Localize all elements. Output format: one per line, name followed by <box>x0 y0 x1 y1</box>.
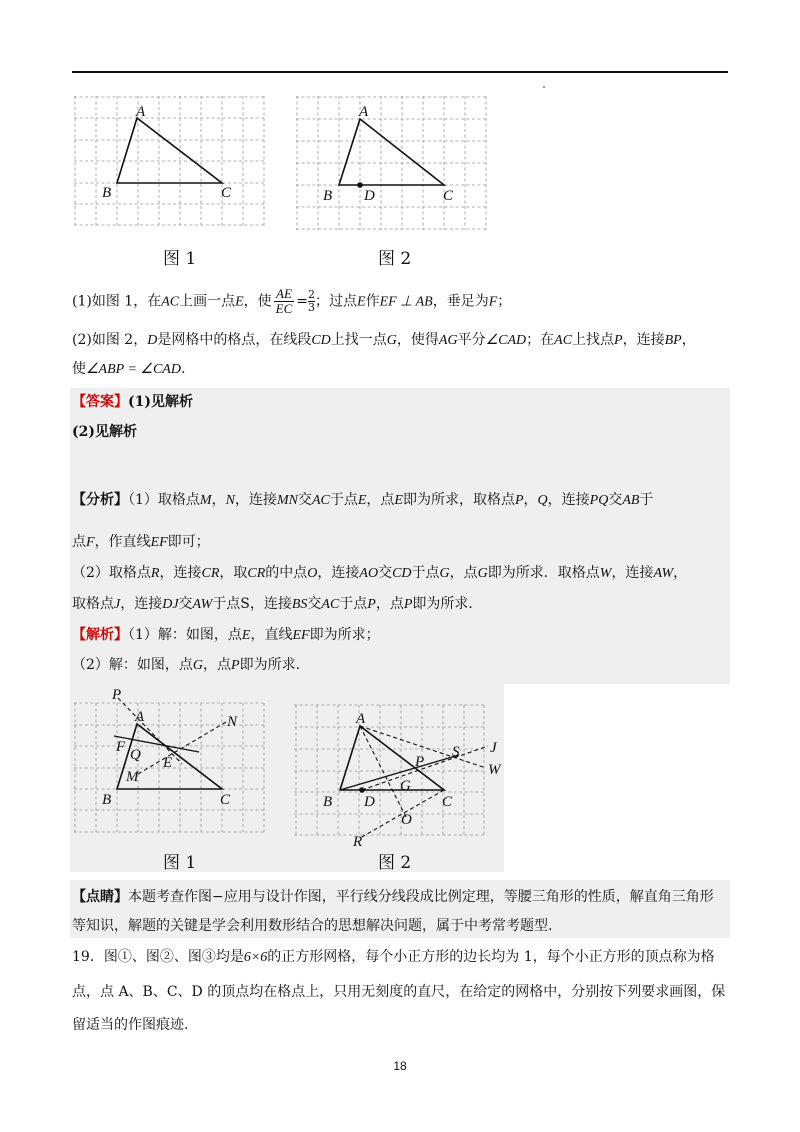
label-b: B <box>102 792 112 808</box>
solution-figure-2 <box>294 686 508 848</box>
label-a: A <box>135 709 145 725</box>
line-dj <box>362 746 488 790</box>
fraction-two-thirds: $\frac{2}{3}$ <box>308 288 316 314</box>
point-d <box>359 787 365 793</box>
solution-figure-1-caption: 图 1 <box>163 853 197 873</box>
label-o: O <box>401 812 412 828</box>
figure-1-grid <box>74 96 266 226</box>
page-number: 18 <box>393 1059 407 1073</box>
figure-1-caption: 图 1 <box>163 249 197 269</box>
question-part-2-line-2: 使∠ABP = ∠CAD. <box>72 361 186 377</box>
solution-line-2: （2）解：如图，点G，点P即为所求. <box>72 657 301 673</box>
label-r: R <box>353 834 363 848</box>
analysis-line-2: 点F，作直线EF即可； <box>72 534 210 550</box>
header-rule <box>72 71 728 73</box>
line-mn <box>138 722 226 774</box>
comment-line-2: 等知识，解题的关键是学会利用数形结合的思想解决问题，属于中考常考题型. <box>72 918 553 934</box>
label-g: G <box>400 778 411 794</box>
label-a: A <box>359 104 369 120</box>
label-b: B <box>323 794 333 810</box>
analysis-line-1: 【分析】（1）取格点M，N，连接MN交AC于点E，点E即为所求，取格点P，Q，连接PQ交AB于 <box>72 492 654 508</box>
label-q: Q <box>130 747 141 763</box>
label-w: W <box>488 762 501 778</box>
answer-tag: 【答案】 <box>72 394 128 410</box>
solution-line-1: 【解析】（1）解：如图，点E，直线EF即为所求； <box>72 627 380 643</box>
label-b: B <box>102 185 112 201</box>
label-a: A <box>136 104 146 120</box>
label-j: J <box>490 740 497 756</box>
question-part-2-line-1: (2)如图 2，D是网格中的格点，在线段CD上找一点G，使得AG平分∠CAD；在AC上找点P，连接BP， <box>72 332 696 348</box>
label-p: P <box>112 687 122 703</box>
label-c: C <box>220 792 231 808</box>
question-part-1: (1)如图 1，在AC上画一点E，使 $\frac{AE}{EC}$ = $\frac{2}{3}$；过点E作EF ⊥ AB，垂足为F； <box>72 286 512 316</box>
label-n: N <box>227 714 238 730</box>
solution-tag: 【解析】 <box>72 627 128 643</box>
fraction-ae-ec: $\frac{AE}{EC}$ <box>275 286 293 316</box>
label-p: P <box>415 754 425 770</box>
triangle-abc <box>339 119 444 185</box>
analysis-line-4: 取格点J，连接DJ交AW于点S，连接BS交AC于点P，点P即为所求． <box>72 596 483 612</box>
scan-dot <box>543 86 545 88</box>
label-m: M <box>126 769 139 785</box>
label-e: E <box>163 755 173 771</box>
problem-19-line-1: 19．图①、图②、图③均是6×6的正方形网格，每个小正方形的边长均为 1，每个小正方形的顶点称为格 <box>72 949 715 965</box>
label-f: F <box>116 739 126 755</box>
comment-tag: 【点睛】 <box>72 889 128 905</box>
label-b: B <box>323 188 333 204</box>
label-s: S <box>452 744 460 760</box>
analysis-line-3: （2）取格点R，连接CR，取CR的中点O，连接AO交CD于点G，点G即为所求．取格点W，连接AW， <box>72 565 688 581</box>
figure-2-caption: 图 2 <box>378 249 412 269</box>
label-c: C <box>221 185 232 201</box>
analysis-tag: 【分析】 <box>72 492 128 508</box>
label-c: C <box>442 794 453 810</box>
triangle-abc <box>340 726 444 790</box>
comment-line-1: 【点睛】本题考查作图−应用与设计作图，平行线分线段成比例定理，等腰三角形的性质，解直角三角形 <box>72 889 714 905</box>
solution-figure-2-caption: 图 2 <box>378 853 412 873</box>
problem-19-line-2: 点，点 A、B、C、D 的顶点均在格点上，只用无刻度的直尺，在给定的网格中，分别按下列要求画图，保 <box>72 984 726 1000</box>
label-c: C <box>443 188 454 204</box>
problem-19-line-3: 留适当的作图痕迹. <box>72 1017 189 1033</box>
label-d: D <box>364 794 375 810</box>
label-a: A <box>356 711 366 727</box>
triangle-abc <box>117 118 222 183</box>
point-d <box>357 182 363 188</box>
figure-2-grid <box>296 96 488 230</box>
solution-figure-1 <box>74 686 270 836</box>
answer-line-1: 【答案】(1)见解析 <box>72 394 193 410</box>
answer-line-2: (2)见解析 <box>72 424 137 440</box>
label-d: D <box>364 188 375 204</box>
